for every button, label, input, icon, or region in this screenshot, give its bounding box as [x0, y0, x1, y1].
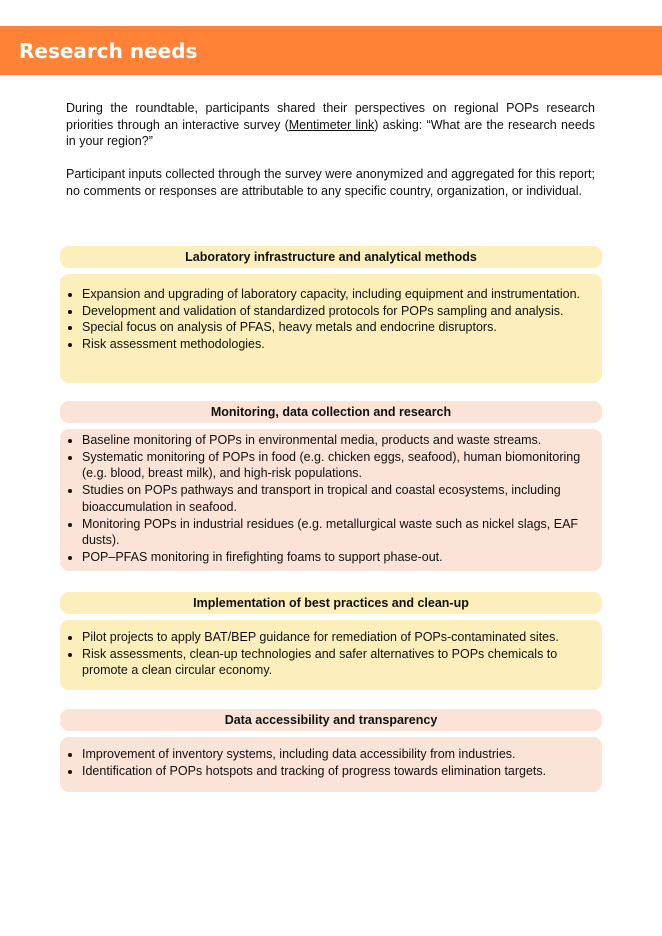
mentimeter-link[interactable]: Mentimeter link — [288, 117, 375, 132]
section-best-practices — [60, 592, 602, 690]
section-header: Implementation of best practices and clean-up — [60, 592, 602, 614]
section-header: Monitoring, data collection and research — [60, 401, 602, 423]
list-item: • Studies on POPs pathways and transport in tropical and coastal ecosystems, including bioaccumulation in seafood. — [82, 482, 586, 515]
intro-text — [66, 100, 595, 216]
section-header: Laboratory infrastructure and analytical methods — [60, 246, 602, 268]
page-title: Research needs — [19, 38, 198, 63]
section-data-accessibility — [60, 709, 602, 792]
section-body — [60, 737, 602, 792]
list-item: • POP–PFAS monitoring in firefighting foams to support phase-out. — [82, 549, 586, 566]
list-item: • Identification of POPs hotspots and tracking of progress towards elimination targets. — [82, 763, 586, 780]
intro-text-after-link: ) asking: “What are the research needs in your region?” — [66, 117, 595, 149]
list-item: • Expansion and upgrading of laboratory capacity, including equipment and instrumentation. — [82, 286, 586, 303]
section-body — [60, 620, 602, 690]
list-item: • Baseline monitoring of POPs in environmental media, products and waste streams. — [82, 432, 586, 449]
list-item: • Monitoring POPs in industrial residues (e.g. metallurgical waste such as nickel slags, EAF dusts). — [82, 516, 586, 549]
list-item: • Improvement of inventory systems, including data accessibility from industries. — [82, 746, 586, 763]
list-item: • Development and validation of standardized protocols for POPs sampling and analysis. — [82, 303, 586, 320]
section-body — [60, 429, 602, 571]
header-banner — [0, 26, 662, 75]
list-item: • Risk assessments, clean-up technologies and safer alternatives to POPs chemicals to promote a clean circular economy. — [82, 646, 586, 679]
intro-text-before-link: During the roundtable, participants shared their perspectives on regional POPs research priorities through an interactive survey ( — [66, 101, 595, 132]
list-item: • Pilot projects to apply BAT/BEP guidance for remediation of POPs-contaminated sites. — [82, 629, 586, 646]
list-item: • Special focus on analysis of PFAS, heavy metals and endocrine disruptors. — [82, 319, 586, 336]
bullet-list — [68, 746, 586, 779]
bullet-list — [68, 432, 586, 566]
list-item: • Risk assessment methodologies. — [82, 336, 586, 353]
section-header: Data accessibility and transparency — [60, 709, 602, 731]
bullet-list — [68, 286, 586, 353]
list-item: • Systematic monitoring of POPs in food (e.g. chicken eggs, seafood), human biomonitoring (e.g. blood, breast milk), and high-risk populations. — [82, 449, 586, 482]
section-body — [60, 274, 602, 383]
section-laboratory — [60, 246, 602, 383]
intro-paragraph-1 — [66, 100, 595, 150]
intro-paragraph-2: Participant inputs collected through the survey were anonymized and aggregated for this report; no comments or responses are attributable to any specific country, organization, or individual. — [66, 167, 595, 198]
section-monitoring — [60, 401, 602, 571]
bullet-list — [68, 629, 586, 679]
